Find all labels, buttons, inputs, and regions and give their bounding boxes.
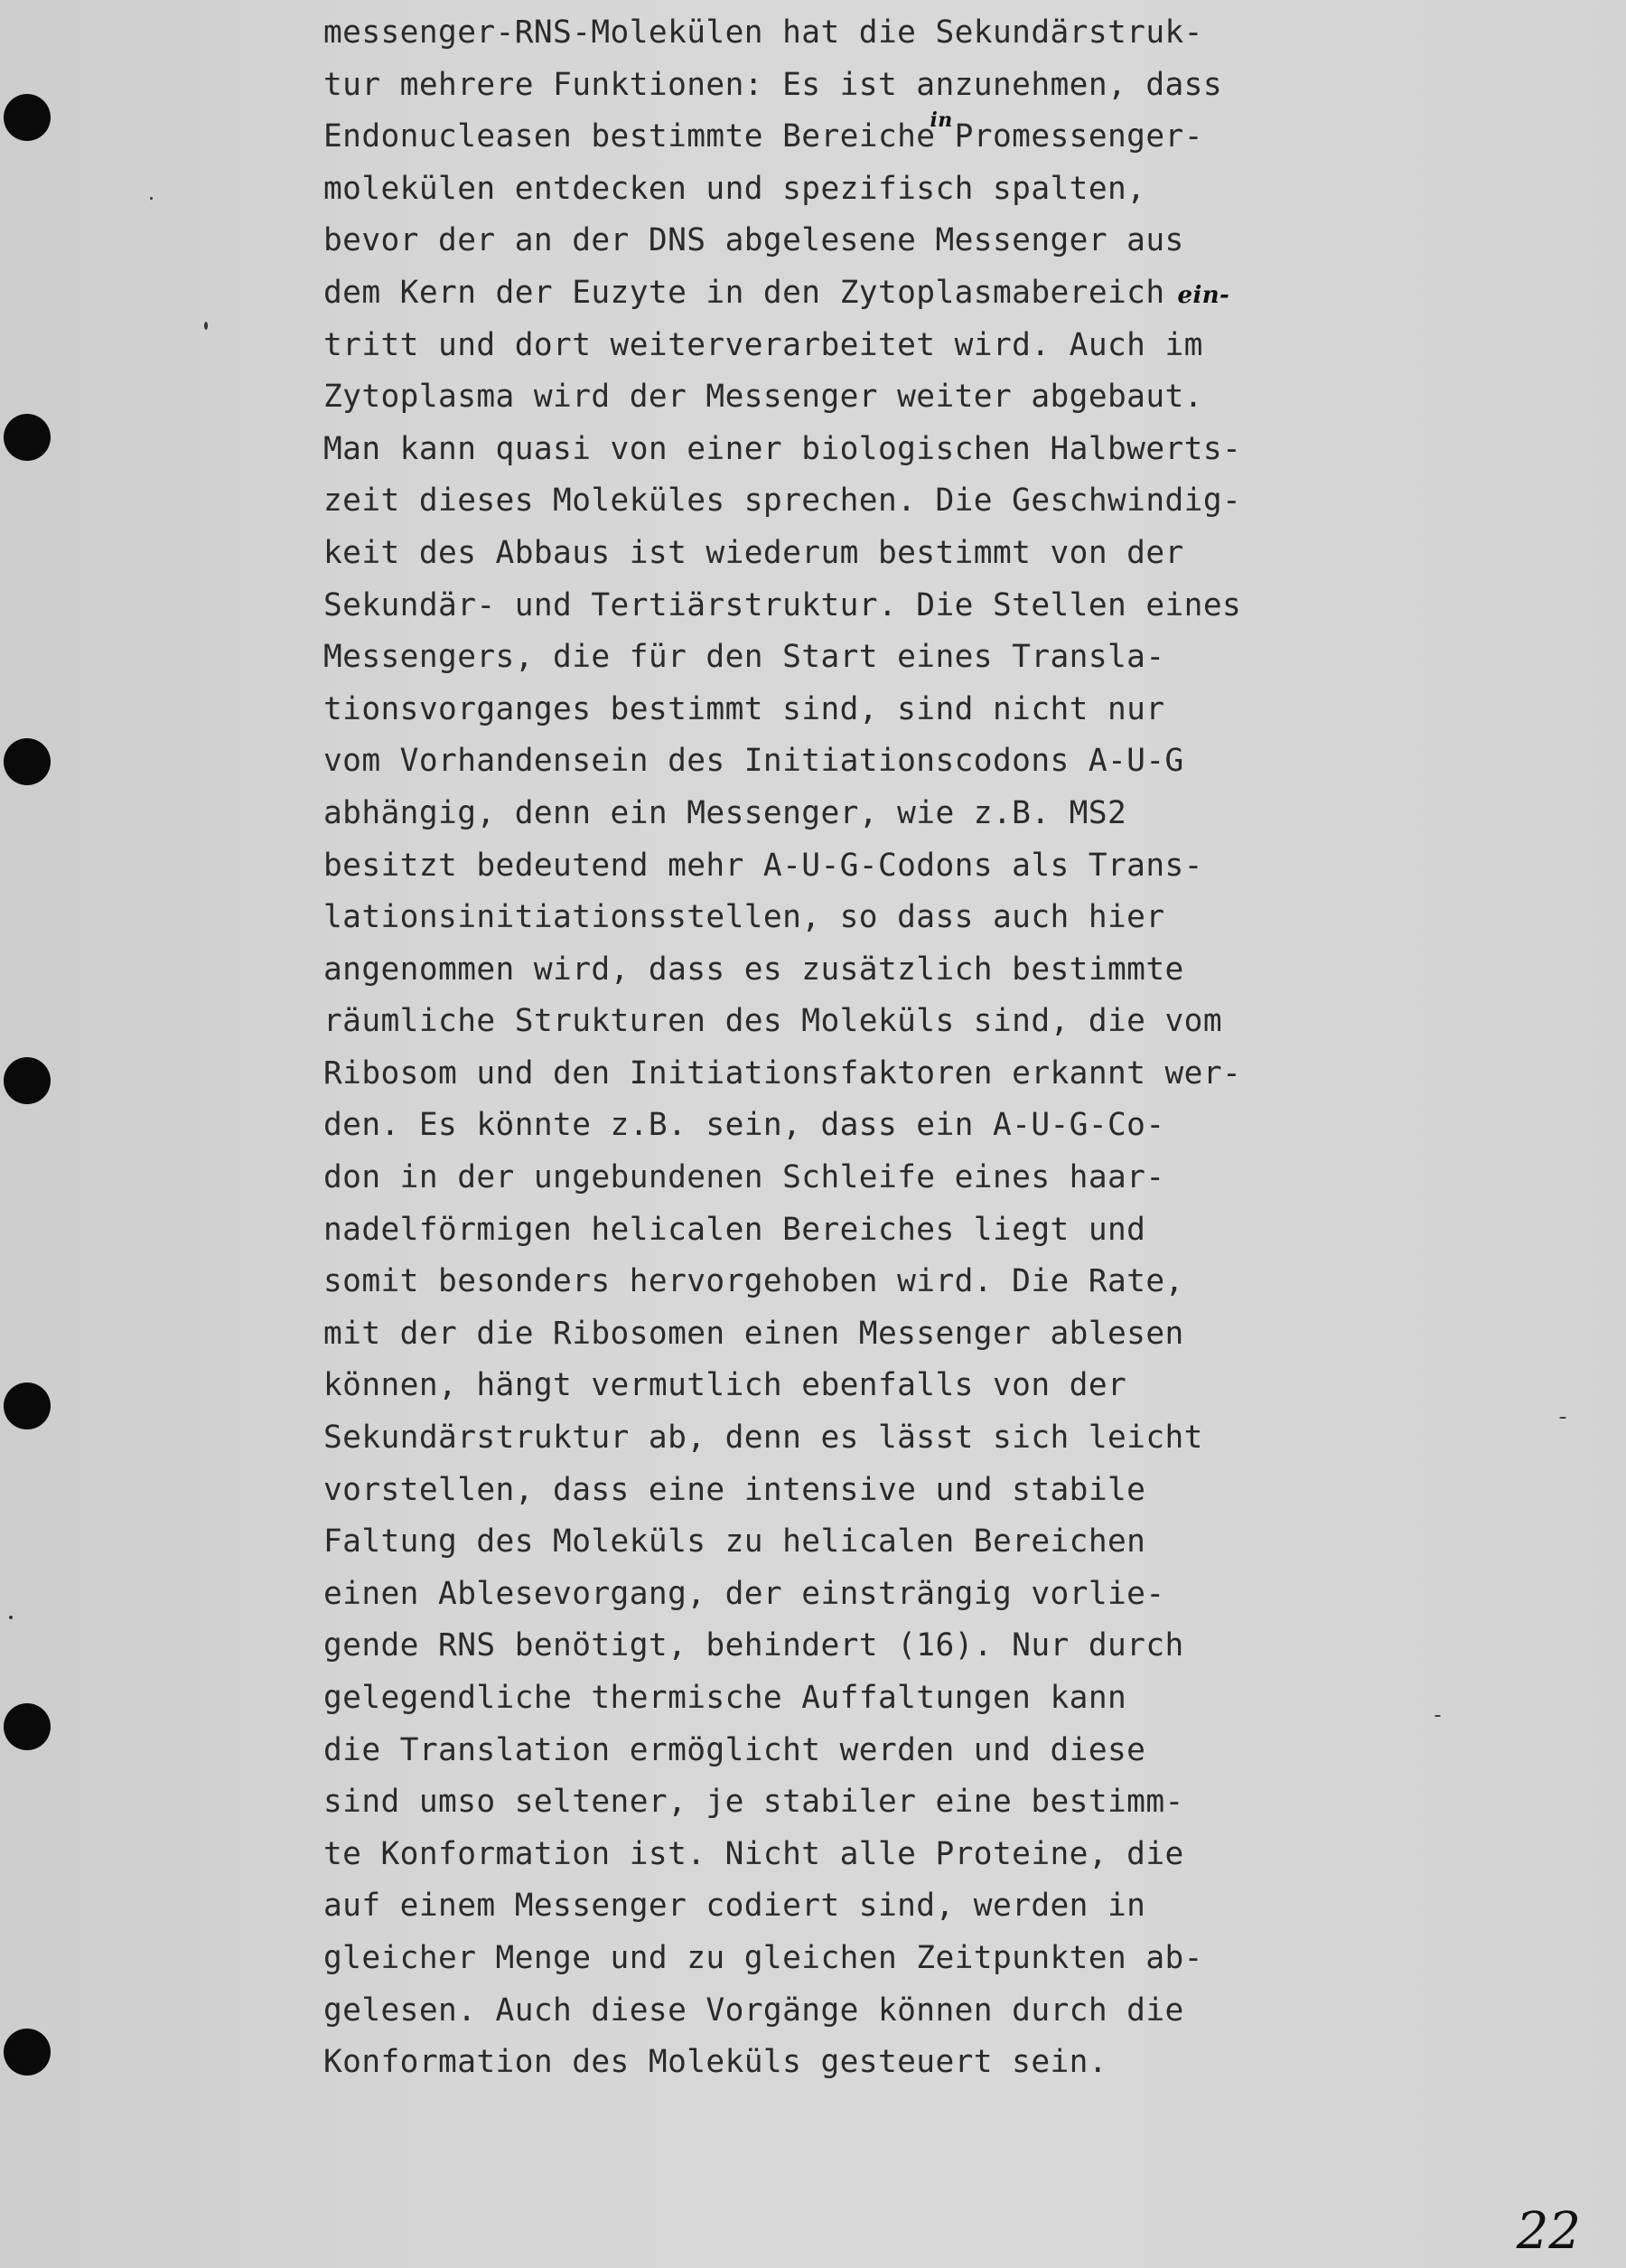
text-line: tritt und dort weiterverarbeitet wird. Auch im <box>323 326 1203 363</box>
text-line: keit des Abbaus ist wiederum bestimmt von der <box>323 534 1184 571</box>
text-line: Messengers, die für den Start eines Transla- <box>323 639 1165 676</box>
punch-hole <box>4 1057 51 1104</box>
text-line: gelegendliche thermische Auffaltungen kann <box>323 1680 1127 1716</box>
text-line: don in der ungebundenen Schleife eines haar- <box>323 1159 1165 1196</box>
body-text <box>323 7 1407 2089</box>
punch-hole <box>4 1382 51 1429</box>
text-line: te Konformation ist. Nicht alle Proteine, die <box>323 1835 1184 1872</box>
text-line: Konformation des Moleküls gesteuert sein. <box>323 2044 1108 2081</box>
punch-hole <box>4 414 51 461</box>
text-line: somit besonders hervorgehoben wird. Die Rate, <box>323 1263 1184 1300</box>
page-number: 22 <box>1516 2202 1581 2261</box>
paper-speck <box>9 1616 13 1619</box>
text-line: molekülen entdecken und spezifisch spalten, <box>323 170 1146 207</box>
text-line-segment: Endonucleasen bestimmte Bereiche <box>323 118 936 155</box>
text-line: zeit dieses Moleküles sprechen. Die Geschwindig- <box>323 483 1242 520</box>
text-line: gelesen. Auch diese Vorgänge können durch die <box>323 1992 1184 2029</box>
text-line: können, hängt vermutlich ebenfalls von der <box>323 1367 1127 1404</box>
text-line: besitzt bedeutend mehr A-U-G-Codons als Trans- <box>323 847 1203 884</box>
text-line: Sekundär- und Tertiärstruktur. Die Stellen eines <box>323 586 1242 623</box>
handwritten-margin-note: ein- <box>1177 281 1230 309</box>
text-line: vorstellen, dass eine intensive und stabile <box>323 1471 1146 1508</box>
text-line: den. Es könnte z.B. sein, dass ein A-U-G-Co- <box>323 1107 1165 1144</box>
handwritten-insert: in <box>930 108 953 133</box>
text-line-segment: dem Kern der Euzyte in den Zytoplasmabereich <box>323 274 1165 311</box>
text-line <box>323 267 1407 320</box>
punch-hole <box>4 2029 51 2076</box>
text-line: bevor der an der DNS abgelesene Messenger aus <box>323 222 1184 259</box>
text-line: tionsvorganges bestimmt sind, sind nicht nur <box>323 690 1165 727</box>
text-line: Sekundärstruktur ab, denn es lässt sich leicht <box>323 1420 1203 1457</box>
text-line: angenommen wird, dass es zusätzlich bestimmte <box>323 951 1184 988</box>
text-line: einen Ablesevorgang, der einsträngig vorlie- <box>323 1575 1165 1612</box>
punch-hole <box>4 738 51 785</box>
text-line: die Translation ermöglicht werden und diese <box>323 1731 1146 1768</box>
punch-hole <box>4 94 51 141</box>
text-line: Man kann quasi von einer biologischen Halbwerts- <box>323 430 1242 467</box>
punch-hole <box>4 1703 51 1750</box>
text-line: nadelförmigen helicalen Bereiches liegt und <box>323 1211 1146 1248</box>
text-line: messenger-RNS-Molekülen hat die Sekundärstruk- <box>323 14 1203 51</box>
text-line: lationsinitiationsstellen, so dass auch hier <box>323 899 1165 936</box>
text-line <box>323 108 1407 164</box>
text-line: Zytoplasma wird der Messenger weiter abgebaut. <box>323 379 1203 416</box>
paper-speck <box>150 197 153 200</box>
text-line: abhängig, denn ein Messenger, wie z.B. MS2 <box>323 794 1127 831</box>
text-line: auf einem Messenger codiert sind, werden in <box>323 1888 1146 1925</box>
text-line: Ribosom und den Initiationsfaktoren erkannt wer- <box>323 1054 1242 1092</box>
text-line: vom Vorhandensein des Initiationscodons A-U-G <box>323 743 1184 780</box>
paper-speck <box>204 322 208 330</box>
text-line-segment: Promessenger- <box>954 118 1203 155</box>
text-line: gende RNS benötigt, behindert (16). Nur durch <box>323 1627 1184 1664</box>
text-line: tur mehrere Funktionen: Es ist anzunehmen, dass <box>323 66 1223 103</box>
paper-speck <box>1559 1417 1566 1419</box>
text-line: Faltung des Moleküls zu helicalen Bereichen <box>323 1523 1146 1560</box>
text-line: räumliche Strukturen des Moleküls sind, die vom <box>323 1003 1223 1040</box>
text-line: mit der die Ribosomen einen Messenger ablesen <box>323 1315 1184 1352</box>
paper-speck <box>1434 1715 1441 1717</box>
text-line: sind umso seltener, je stabiler eine bestimm- <box>323 1784 1184 1821</box>
text-line: gleicher Menge und zu gleichen Zeitpunkten ab- <box>323 1939 1203 1976</box>
